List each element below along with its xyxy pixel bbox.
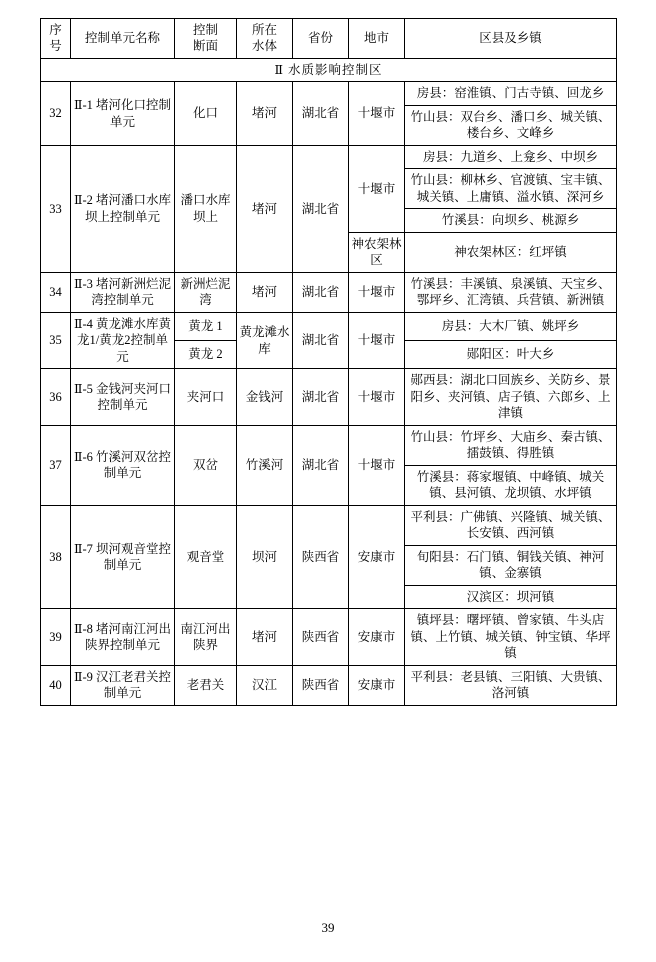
cell-water-body: 堵河 (237, 272, 293, 312)
cell-province: 陕西省 (293, 505, 349, 609)
cell-unit-name: Ⅱ-8 堵河南江河出陕界控制单元 (71, 609, 175, 666)
cell-city: 十堰市 (349, 272, 405, 312)
cell-county-town: 竹溪县：丰溪镇、泉溪镇、天宝乡、鄂坪乡、汇湾镇、兵营镇、新洲镇 (405, 272, 617, 312)
cell-unit-name: Ⅱ-3 堵河新洲烂泥湾控制单元 (71, 272, 175, 312)
cell-num: 40 (41, 665, 71, 705)
cell-county-town: 郧西县：湖北口回族乡、关防乡、景阳乡、夹河镇、店子镇、六郎乡、上津镇 (405, 369, 617, 426)
cell-section: 黄龙 1 (175, 312, 237, 340)
page-number: 39 (321, 920, 335, 935)
header-unit-name: 控制单元名称 (71, 19, 175, 59)
cell-county-town: 平利县：老县镇、三阳镇、大贵镇、洛河镇 (405, 665, 617, 705)
header-water-body: 所在水体 (237, 19, 293, 59)
header-num: 序号 (41, 19, 71, 59)
cell-unit-name: Ⅱ-4 黄龙滩水库黄龙1/黄龙2控制单元 (71, 312, 175, 369)
cell-water-body: 汉江 (237, 665, 293, 705)
header-province: 省份 (293, 19, 349, 59)
section-title-row (41, 58, 617, 82)
cell-county-town: 房县：窑淮镇、门古寺镇、回龙乡 (405, 82, 617, 106)
cell-water-body: 堵河 (237, 145, 293, 272)
cell-unit-name: Ⅱ-9 汉江老君关控制单元 (71, 665, 175, 705)
cell-county-town: 镇坪县：曙坪镇、曾家镇、牛头店镇、上竹镇、城关镇、钟宝镇、华坪镇 (405, 609, 617, 666)
cell-num: 37 (41, 425, 71, 505)
cell-section: 黄龙 2 (175, 341, 237, 369)
cell-province: 湖北省 (293, 272, 349, 312)
header-section: 控制断面 (175, 19, 237, 59)
cell-num: 36 (41, 369, 71, 426)
cell-county-town: 竹山县：柳林乡、官渡镇、宝丰镇、城关镇、上庸镇、溢水镇、深河乡 (405, 169, 617, 209)
cell-num: 39 (41, 609, 71, 666)
cell-province: 湖北省 (293, 312, 349, 369)
cell-county-town: 房县：大木厂镇、姚坪乡 (405, 312, 617, 340)
table-row (41, 609, 617, 666)
cell-num: 35 (41, 312, 71, 369)
cell-county-town: 汉滨区：坝河镇 (405, 585, 617, 609)
cell-section: 双岔 (175, 425, 237, 505)
cell-unit-name: Ⅱ-5 金钱河夹河口控制单元 (71, 369, 175, 426)
cell-unit-name: Ⅱ-7 坝河观音堂控制单元 (71, 505, 175, 609)
cell-county-town: 平利县：广佛镇、兴隆镇、城关镇、长安镇、西河镇 (405, 505, 617, 545)
cell-section: 老君关 (175, 665, 237, 705)
cell-city: 十堰市 (349, 145, 405, 232)
cell-city: 十堰市 (349, 369, 405, 426)
cell-city: 十堰市 (349, 312, 405, 369)
cell-section: 化口 (175, 82, 237, 146)
table-row (41, 369, 617, 426)
cell-county-town: 神农架林区：红坪镇 (405, 232, 617, 272)
table-row (41, 145, 617, 169)
cell-county-town: 房县：九道乡、上龛乡、中坝乡 (405, 145, 617, 169)
table-row (41, 505, 617, 545)
cell-county-town: 旬阳县：石门镇、铜钱关镇、神河镇、金寨镇 (405, 545, 617, 585)
cell-water-body: 堵河 (237, 609, 293, 666)
table-row (41, 312, 617, 340)
section-title: Ⅱ 水质影响控制区 (41, 58, 617, 82)
cell-section: 观音堂 (175, 505, 237, 609)
cell-county-town: 竹溪县：向坝乡、桃源乡 (405, 209, 617, 233)
cell-section: 潘口水库坝上 (175, 145, 237, 272)
cell-water-body: 坝河 (237, 505, 293, 609)
cell-city: 安康市 (349, 665, 405, 705)
cell-unit-name: Ⅱ-1 堵河化口控制单元 (71, 82, 175, 146)
cell-num: 38 (41, 505, 71, 609)
cell-province: 陕西省 (293, 609, 349, 666)
cell-num: 33 (41, 145, 71, 272)
cell-unit-name: Ⅱ-6 竹溪河双岔控制单元 (71, 425, 175, 505)
cell-section: 新洲烂泥湾 (175, 272, 237, 312)
cell-num: 32 (41, 82, 71, 146)
table-header-row (41, 19, 617, 59)
cell-water-body: 黄龙滩水库 (237, 312, 293, 369)
cell-section: 夹河口 (175, 369, 237, 426)
table-row (41, 82, 617, 106)
table-row (41, 665, 617, 705)
cell-city: 安康市 (349, 609, 405, 666)
cell-water-body: 竹溪河 (237, 425, 293, 505)
cell-county-town: 竹山县：双台乡、潘口乡、城关镇、楼台乡、文峰乡 (405, 105, 617, 145)
cell-province: 湖北省 (293, 82, 349, 146)
table-row (41, 425, 617, 465)
cell-unit-name: Ⅱ-2 堵河潘口水库坝上控制单元 (71, 145, 175, 272)
cell-province: 湖北省 (293, 145, 349, 272)
header-city: 地市 (349, 19, 405, 59)
cell-water-body: 堵河 (237, 82, 293, 146)
cell-city: 十堰市 (349, 82, 405, 146)
cell-num: 34 (41, 272, 71, 312)
cell-province: 陕西省 (293, 665, 349, 705)
cell-city: 十堰市 (349, 425, 405, 505)
control-unit-table (40, 18, 617, 706)
cell-county-town: 竹溪县：蒋家堰镇、中峰镇、城关镇、县河镇、龙坝镇、水坪镇 (405, 465, 617, 505)
cell-section: 南江河出陕界 (175, 609, 237, 666)
cell-water-body: 金钱河 (237, 369, 293, 426)
cell-city: 神农架林区 (349, 232, 405, 272)
cell-county-town: 郧阳区：叶大乡 (405, 341, 617, 369)
header-county-town: 区县及乡镇 (405, 19, 617, 59)
cell-city: 安康市 (349, 505, 405, 609)
cell-province: 湖北省 (293, 369, 349, 426)
cell-county-town: 竹山县：竹坪乡、大庙乡、秦古镇、擂鼓镇、得胜镇 (405, 425, 617, 465)
cell-province: 湖北省 (293, 425, 349, 505)
table-row (41, 272, 617, 312)
